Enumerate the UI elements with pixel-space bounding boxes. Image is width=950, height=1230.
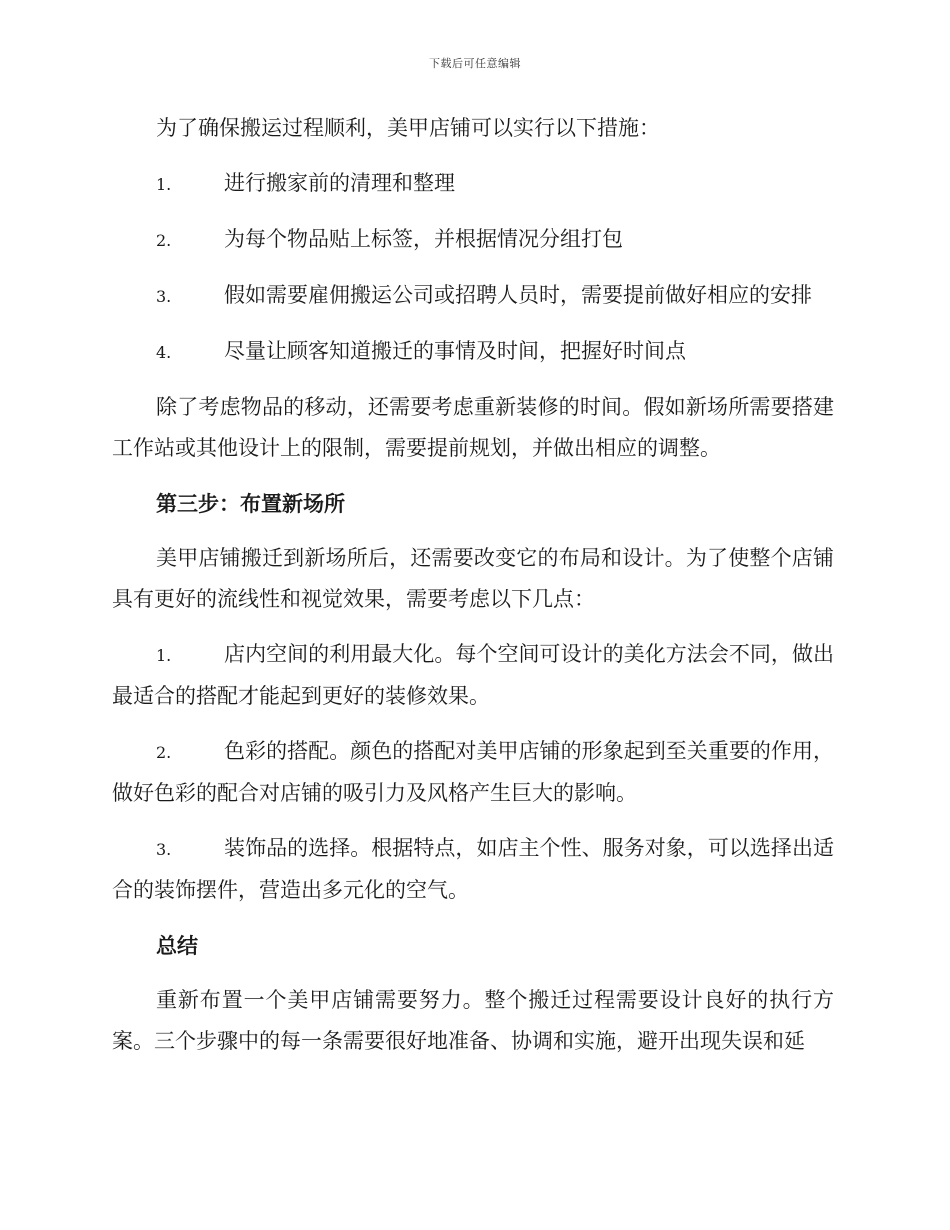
list-number: 4.	[156, 343, 172, 362]
list-item	[112, 331, 834, 373]
list-text: 装饰品的选择。根据特点，如店主个性、服务对象，可以选择出适合的装饰摆件，营造出多元化的空气。	[112, 836, 834, 902]
list-item	[112, 163, 834, 205]
list-item	[112, 731, 834, 814]
document-body	[112, 108, 834, 1076]
renovation-paragraph: 除了考虑物品的移动，还需要考虑重新装修的时间。假如新场所需要搭建工作站或其他设计上的限制，需要提前规划，并做出相应的调整。	[112, 395, 834, 460]
intro-paragraph: 为了确保搬运过程顺利，美甲店铺可以实行以下措施：	[156, 116, 660, 140]
list-number: 1.	[156, 175, 172, 194]
list-number: 3.	[156, 840, 172, 859]
list-number: 2.	[156, 231, 172, 250]
step3-intro-paragraph: 美甲店铺搬迁到新场所后，还需要改变它的布局和设计。为了使整个店铺具有更好的流线性和视觉效果，需要考虑以下几点：	[112, 546, 834, 611]
list-text: 为每个物品贴上标签，并根据情况分组打包	[224, 227, 623, 251]
page-header: 下载后可任意编辑	[429, 57, 521, 70]
list-text: 色彩的搭配。颜色的搭配对美甲店铺的形象起到至关重要的作用，做好色彩的配合对店铺的吸引力及风格产生巨大的影响。	[112, 739, 834, 805]
list-item	[112, 634, 834, 717]
list-number: 1.	[156, 646, 172, 665]
list-text: 店内空间的利用最大化。每个空间可设计的美化方法会不同，做出最适合的搭配才能起到更好的装修效果。	[112, 642, 834, 708]
list-text: 进行搬家前的清理和整理	[224, 171, 455, 195]
list-text: 假如需要雇佣搬运公司或招聘人员时，需要提前做好相应的安排	[224, 283, 812, 307]
list-text: 尽量让顾客知道搬迁的事情及时间，把握好时间点	[224, 339, 686, 363]
summary-paragraph: 重新布置一个美甲店铺需要努力。整个搬迁过程需要设计良好的执行方案。三个步骤中的每一条需要很好地准备、协调和实施，避开出现失误和延	[112, 988, 834, 1053]
section-heading-step3: 第三步：布置新场所	[156, 491, 345, 516]
list-item	[112, 219, 834, 261]
section-heading-summary: 总结	[156, 933, 198, 958]
list-number: 2.	[156, 743, 172, 762]
list-item	[112, 275, 834, 317]
list-number: 3.	[156, 287, 172, 306]
list-item	[112, 828, 834, 911]
